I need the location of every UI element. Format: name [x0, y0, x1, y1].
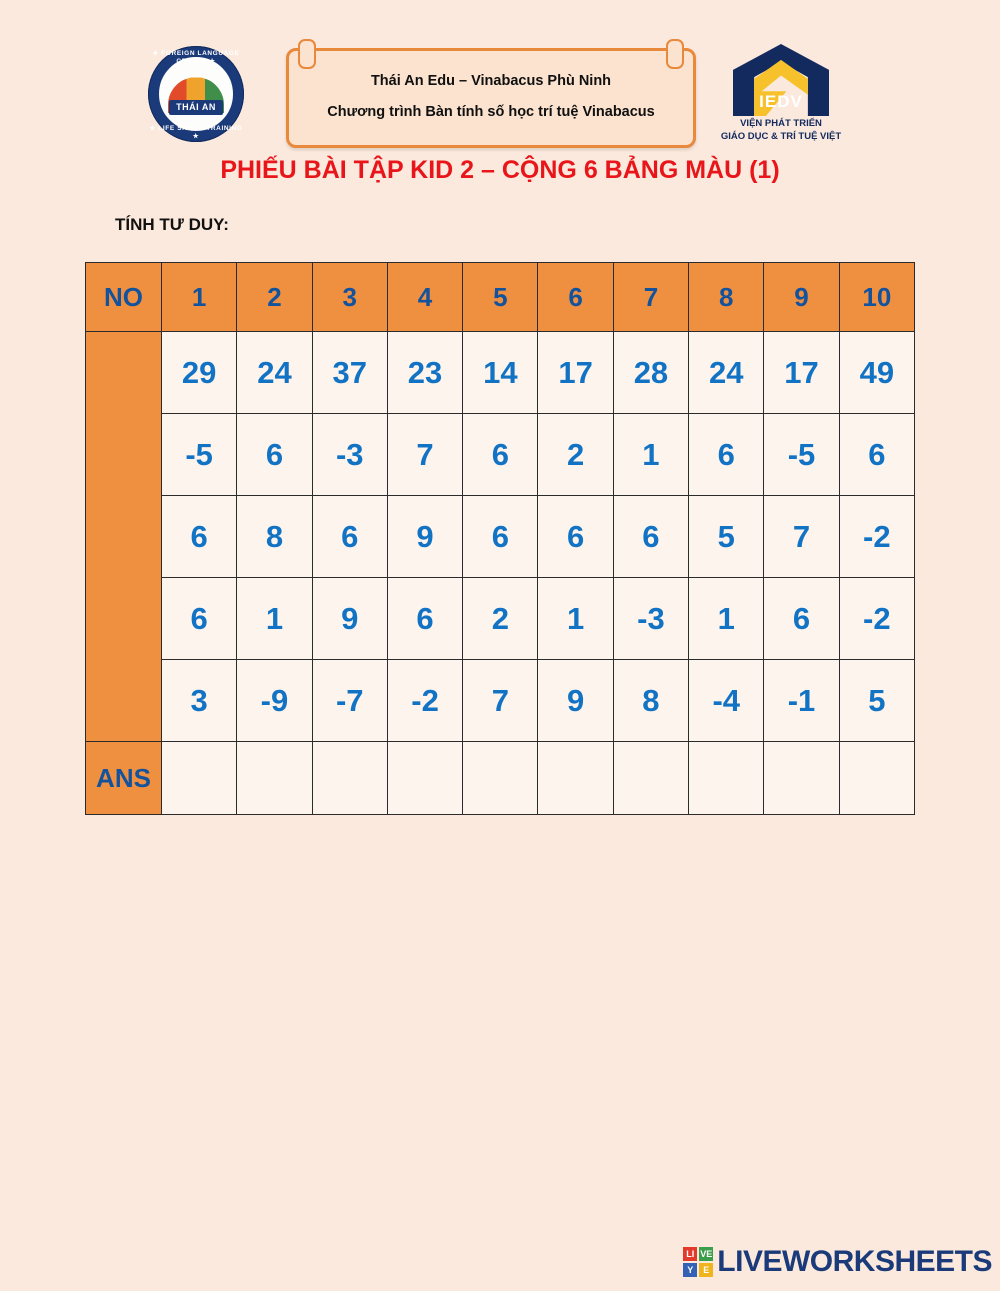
number-cell: 6: [839, 414, 914, 496]
number-cell: 1: [613, 414, 688, 496]
logo-inner-circle: [157, 55, 235, 133]
answer-input-3[interactable]: [312, 742, 387, 815]
column-header-8: 8: [689, 263, 764, 332]
table-row: [86, 496, 915, 578]
number-cell: 6: [237, 414, 312, 496]
table-row: [86, 414, 915, 496]
section-label: TÍNH TƯ DUY:: [115, 215, 229, 234]
number-cell: -3: [613, 578, 688, 660]
liveworksheets-logo-icon: [683, 1247, 713, 1277]
logo-block-2: VE: [700, 1249, 713, 1259]
answer-input-7[interactable]: [613, 742, 688, 815]
column-header-9: 9: [764, 263, 839, 332]
column-header-5: 5: [463, 263, 538, 332]
header-no: NO: [86, 263, 162, 332]
page-header: [0, 22, 1000, 142]
number-cell: 9: [538, 660, 613, 742]
table-row: [86, 660, 915, 742]
table-row: [86, 578, 915, 660]
number-cell: 6: [538, 496, 613, 578]
answer-input-8[interactable]: [689, 742, 764, 815]
table-header-row: [86, 263, 915, 332]
logo-block-1: LI: [683, 1247, 697, 1261]
number-cell: 24: [689, 332, 764, 414]
iedv-logo-icon: [716, 44, 846, 154]
number-cell: -9: [237, 660, 312, 742]
row-index-cell: [86, 660, 162, 742]
row-index-cell: [86, 332, 162, 414]
number-cell: 6: [613, 496, 688, 578]
number-cell: 6: [162, 578, 237, 660]
number-cell: 17: [764, 332, 839, 414]
number-cell: 23: [387, 332, 462, 414]
logo-block-3: Y: [683, 1263, 697, 1277]
worksheet-table: [85, 262, 915, 815]
answer-input-6[interactable]: [538, 742, 613, 815]
number-cell: 2: [463, 578, 538, 660]
center-title-plaque: [286, 48, 696, 148]
number-cell: -4: [689, 660, 764, 742]
row-index-cell: [86, 414, 162, 496]
column-header-10: 10: [839, 263, 914, 332]
logo-block-4: E: [699, 1263, 713, 1277]
plaque-pin-right-icon: [666, 39, 684, 69]
number-cell: -7: [312, 660, 387, 742]
liveworksheets-watermark: [683, 1245, 992, 1279]
row-index-cell: [86, 496, 162, 578]
number-cell: -5: [162, 414, 237, 496]
number-cell: 14: [463, 332, 538, 414]
iedv-subtitle-1: VIỆN PHÁT TRIỂN: [740, 118, 822, 129]
number-cell: 7: [387, 414, 462, 496]
number-cell: 6: [764, 578, 839, 660]
number-cell: 29: [162, 332, 237, 414]
liveworksheets-brand-text: LIVEWORKSHEETS: [717, 1245, 992, 1278]
answer-input-1[interactable]: [162, 742, 237, 815]
number-cell: 6: [387, 578, 462, 660]
plaque-line-1: Thái An Edu – Vinabacus Phù Ninh: [370, 73, 612, 89]
plaque-line-2: Chương trình Bàn tính số học trí tuệ Vinabacus: [327, 104, 655, 120]
iedv-mark: [733, 44, 829, 116]
number-cell: 5: [689, 496, 764, 578]
number-cell: 8: [237, 496, 312, 578]
number-cell: -1: [764, 660, 839, 742]
iedv-mark-text: IEDV: [759, 92, 803, 111]
number-cell: 6: [463, 414, 538, 496]
column-header-2: 2: [237, 263, 312, 332]
number-cell: 28: [613, 332, 688, 414]
number-cell: -2: [839, 496, 914, 578]
answer-input-5[interactable]: [463, 742, 538, 815]
number-cell: 1: [689, 578, 764, 660]
logo-band: [169, 100, 222, 115]
number-cell: 7: [463, 660, 538, 742]
number-cell: -3: [312, 414, 387, 496]
number-cell: 6: [312, 496, 387, 578]
page-title: PHIẾU BÀI TẬP KID 2 – CỘNG 6 BẢNG MÀU (1): [220, 156, 780, 184]
answer-input-10[interactable]: [839, 742, 914, 815]
column-header-3: 3: [312, 263, 387, 332]
number-cell: 24: [237, 332, 312, 414]
number-cell: 8: [613, 660, 688, 742]
table-row: [86, 332, 915, 414]
number-cell: 1: [538, 578, 613, 660]
number-cell: -2: [387, 660, 462, 742]
number-cell: 7: [764, 496, 839, 578]
number-cell: 3: [162, 660, 237, 742]
logo-top-text: ★ FOREIGN LANGUAGE CENTER ★: [152, 49, 240, 65]
number-cell: 6: [689, 414, 764, 496]
thai-an-logo-icon: [148, 46, 244, 142]
number-cell: 17: [538, 332, 613, 414]
number-cell: 9: [312, 578, 387, 660]
logo-band-label: THÁI AN: [176, 101, 216, 112]
column-header-4: 4: [387, 263, 462, 332]
answer-input-4[interactable]: [387, 742, 462, 815]
column-header-7: 7: [613, 263, 688, 332]
number-cell: -2: [839, 578, 914, 660]
number-cell: -5: [764, 414, 839, 496]
number-cell: 6: [463, 496, 538, 578]
row-index-cell: [86, 578, 162, 660]
number-cell: 6: [162, 496, 237, 578]
number-cell: 9: [387, 496, 462, 578]
number-cell: 5: [839, 660, 914, 742]
answer-input-2[interactable]: [237, 742, 312, 815]
logo-bottom-text: ★ LIFE SKILLS TRAINING ★: [149, 124, 243, 140]
number-cell: 37: [312, 332, 387, 414]
number-cell: 2: [538, 414, 613, 496]
answer-input-9[interactable]: [764, 742, 839, 815]
plaque-pin-left-icon: [298, 39, 316, 69]
number-cell: 1: [237, 578, 312, 660]
column-header-1: 1: [162, 263, 237, 332]
answer-row: [86, 742, 915, 815]
column-header-6: 6: [538, 263, 613, 332]
answer-row-label: ANS: [86, 742, 162, 815]
number-cell: 49: [839, 332, 914, 414]
iedv-subtitle-2: GIÁO DỤC & TRÍ TUỆ VIỆT: [720, 131, 842, 142]
